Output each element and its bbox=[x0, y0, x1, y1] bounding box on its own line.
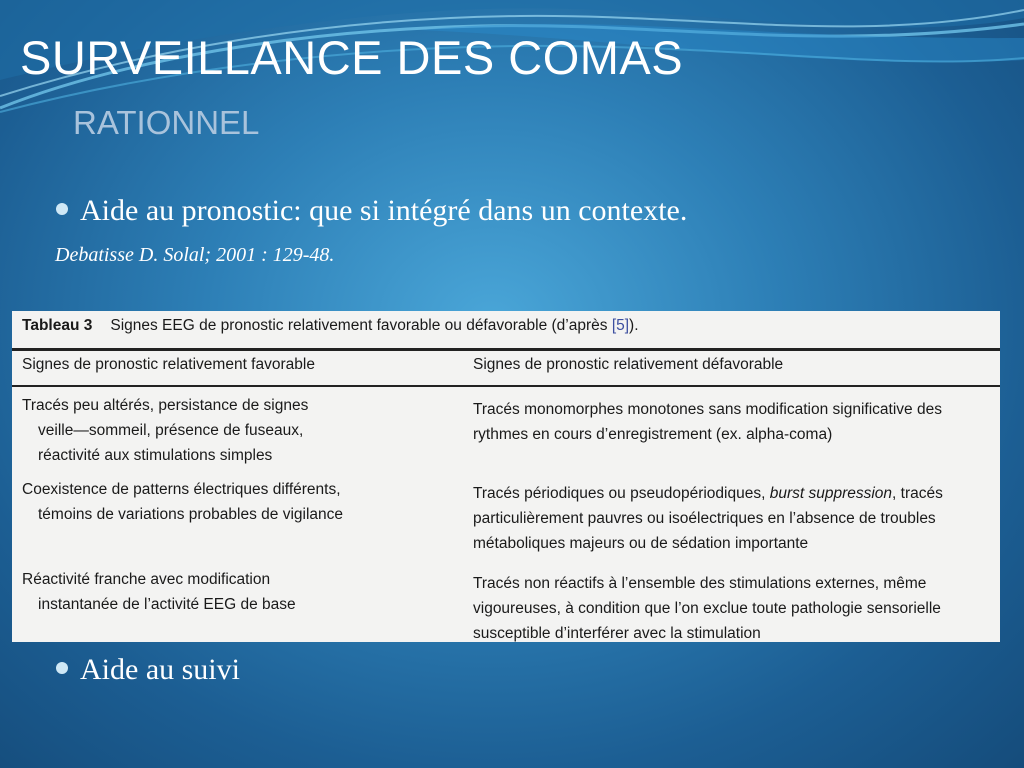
table-caption-text: Signes EEG de pronostic relativement favorable ou défavorable (d’après bbox=[110, 317, 612, 334]
table-cell-unfavorable-3: Tracés non réactifs à l’ensemble des stimulations externes, même vigoureuses, à condition que l’on exclue toute pathologie sensorielle susceptible d’interférer avec la stimulation bbox=[473, 575, 941, 642]
bullet-item-prognosis bbox=[56, 194, 687, 228]
table-caption bbox=[22, 317, 639, 335]
table-header-rule bbox=[12, 385, 1000, 387]
bullet-item-monitoring bbox=[56, 653, 240, 687]
bullet-dot-icon bbox=[56, 662, 68, 674]
table-caption-end: ). bbox=[629, 317, 639, 334]
header-favorable: Signes de pronostic relativement favorable bbox=[22, 356, 315, 373]
slide-title: SURVEILLANCE DES COMAS bbox=[20, 31, 684, 84]
table-label: Tableau 3 bbox=[22, 317, 93, 334]
header-unfavorable: Signes de pronostic relativement défavorable bbox=[473, 356, 784, 373]
table-cell-unfavorable-1: Tracés monomorphes monotones sans modification significative des rythmes en cours d’enregistrement (ex. alpha-coma) bbox=[473, 401, 942, 443]
table-cell-favorable-3: Réactivité franche avec modification instantanée de l’activité EEG de base bbox=[22, 571, 296, 613]
citation: Debatisse D. Solal; 2001 : 129-48. bbox=[55, 244, 335, 266]
bullet-text: Aide au pronostic: que si intégré dans un contexte. bbox=[80, 194, 688, 227]
bullet-text: Aide au suivi bbox=[80, 653, 240, 686]
table-cell-favorable-2: Coexistence de patterns électriques différents, témoins de variations probables de vigilance bbox=[22, 481, 344, 523]
table-top-rule bbox=[12, 348, 1000, 351]
slide-subtitle: RATIONNEL bbox=[73, 104, 260, 141]
table-cell-favorable-1: Tracés peu altérés, persistance de signes veille—sommeil, présence de fuseaux, réactivité aux stimulations simples bbox=[22, 397, 309, 464]
table-cell-unfavorable-2: Tracés périodiques ou pseudopériodiques, burst suppression, tracés particulièrement pauvres ou isoélectriques en l’absence de troubles métaboliques majeurs ou de sédation importante bbox=[473, 485, 943, 552]
eeg-prognosis-table bbox=[12, 311, 1000, 642]
bullet-dot-icon bbox=[56, 203, 68, 215]
table-caption-ref: [5] bbox=[611, 317, 630, 334]
